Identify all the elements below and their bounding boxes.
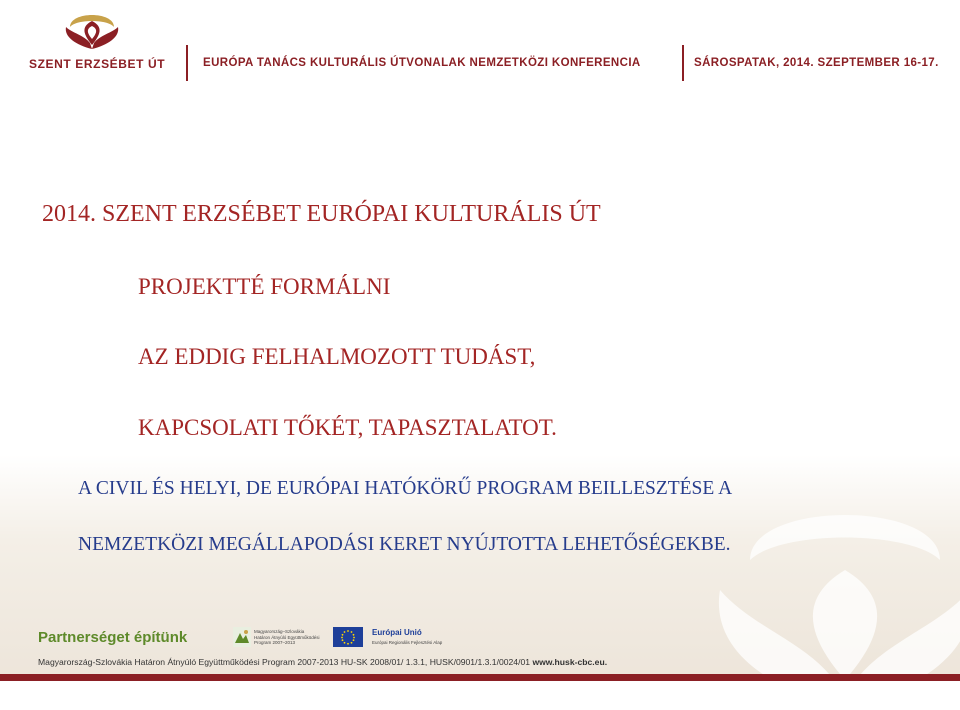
header bbox=[0, 0, 960, 95]
heading-line: 2014. SZENT ERZSÉBET EURÓPAI KULTURÁLIS ÚT bbox=[42, 201, 601, 227]
conference-title: EURÓPA TANÁCS KULTURÁLIS ÚTVONALAK NEMZETKÖZI KONFERENCIA bbox=[203, 57, 641, 69]
body-line: NEMZETKÖZI MEGÁLLAPODÁSI KERET NYÚJTOTTA LEHETŐSÉGEKBE. bbox=[78, 534, 731, 555]
program-reference bbox=[38, 657, 607, 667]
conference-date: SÁROSPATAK, 2014. SZEPTEMBER 16-17. bbox=[694, 57, 939, 69]
header-separator bbox=[682, 45, 684, 81]
eu-subtitle: Európai Regionális Fejlesztési Alap bbox=[372, 640, 443, 645]
body-line: A CIVIL ÉS HELYI, DE EURÓPAI HATÓKÖRŰ PROGRAM BEILLESZTÉSE A bbox=[78, 478, 733, 499]
eu-flag-icon bbox=[333, 627, 363, 647]
program-url: www.husk-cbc.eu. bbox=[532, 657, 608, 667]
husk-line: Magyarország–Szlovákia bbox=[254, 629, 305, 634]
bottom-bar bbox=[0, 674, 960, 681]
heading-line: KAPCSOLATI TŐKÉT, TAPASZTALATOT. bbox=[138, 415, 557, 440]
program-text: Magyarország-Szlovákia Határon Átnyúló Együttműködési Program 2007-2013 HU-SK 2008/01/ 1.3.1, HUSK/0901/1.3.1/0024/01 bbox=[38, 657, 531, 667]
szent-erzsebet-logo-icon bbox=[56, 5, 128, 51]
husk-program-name bbox=[254, 629, 320, 646]
partner-slogan: Partnerséget építünk bbox=[38, 629, 188, 646]
husk-program-logo-icon bbox=[233, 627, 251, 647]
heading-line: AZ EDDIG FELHALMOZOTT TUDÁST, bbox=[138, 344, 536, 369]
husk-line: Határon Átnyúló Együttműködési bbox=[254, 634, 320, 640]
husk-line: Program 2007–2013 bbox=[254, 640, 296, 645]
heading-line: PROJEKTTÉ FORMÁLNI bbox=[138, 274, 391, 299]
org-name: SZENT ERZSÉBET ÚT bbox=[29, 57, 166, 71]
header-separator bbox=[186, 45, 188, 81]
eu-title: Európai Unió bbox=[372, 628, 422, 637]
